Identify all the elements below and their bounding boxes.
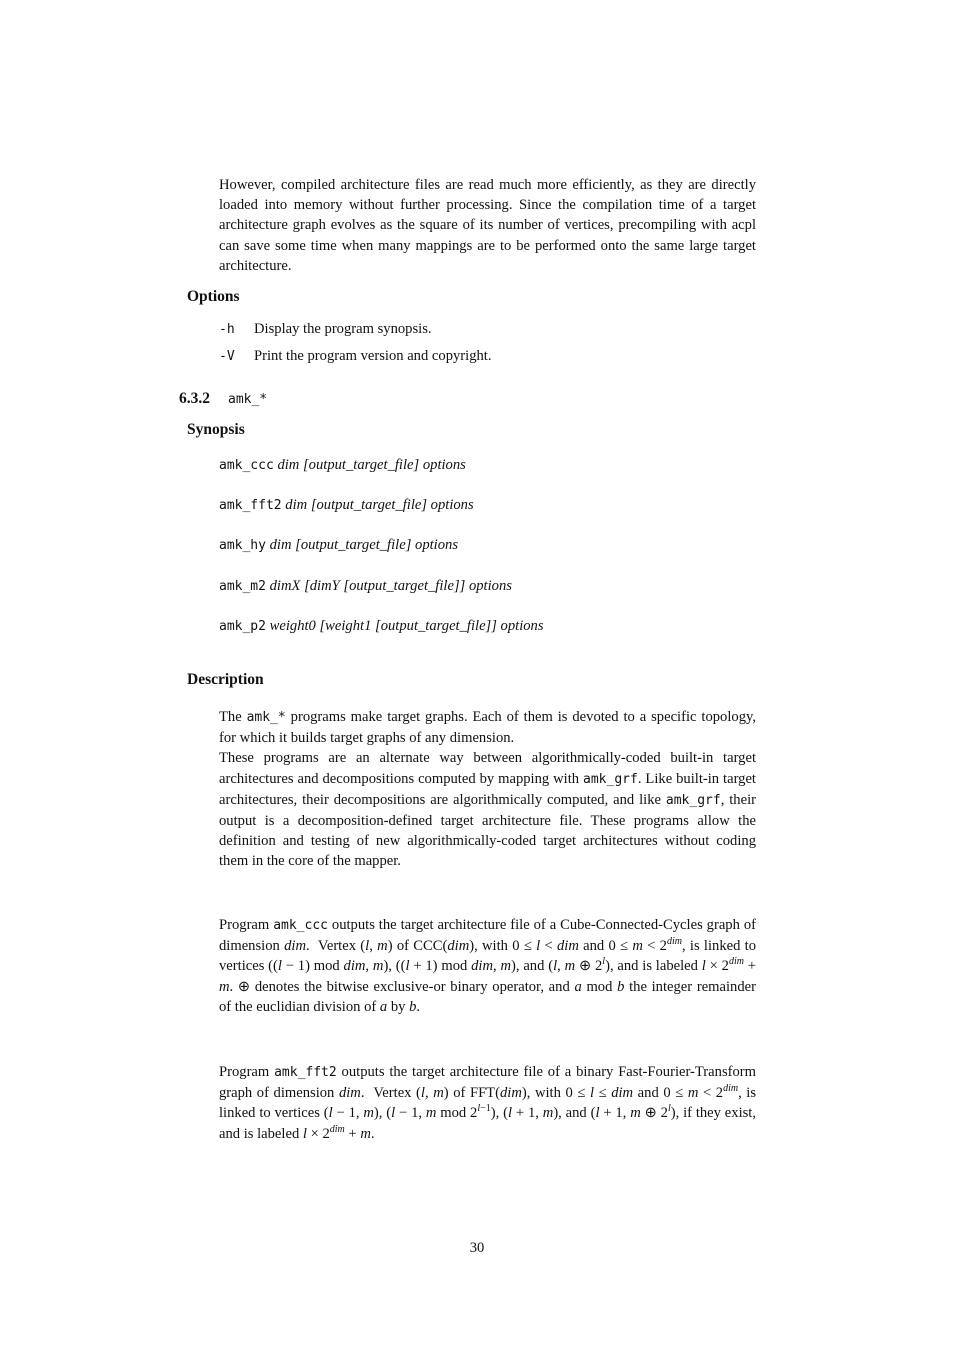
text: outputs the target architecture file of a Cube-Connected-Cycles graph of dimension bbox=[219, 917, 756, 955]
synopsis-cmd: amk_hy bbox=[219, 538, 266, 553]
description-paragraph-ccc: Program amk_ccc outputs the target architecture file of a Cube-Connected-Cycles graph of dimension dim. Vertex (l, m) of CCC(dim), with 0 ≤ l < dim and $0 \le m < 2^{dim}$, is linked to vertices ((l − 1) mod dim, m), ((l + 1) mod dim, m), and (l, m ⊕ 2$^l$), and is labeled $l \times 2^{dim} + m$. ⊕ denotes the bitwise exclusive-or binary operator, and a mod b the integer remainder of the euclidian division of a by b. bbox=[219, 917, 757, 1015]
synopsis-args: weight0 [weight1 [output_target_file]] options bbox=[269, 618, 544, 634]
section-title: amk_* bbox=[228, 392, 268, 407]
section-heading bbox=[179, 390, 267, 408]
synopsis-cmd: amk_p2 bbox=[219, 619, 266, 634]
synopsis-args: dimX [dimY [output_target_file]] options bbox=[269, 578, 512, 594]
synopsis-args: dim [output_target_file] options bbox=[269, 537, 458, 553]
synopsis-line bbox=[219, 457, 466, 474]
synopsis-heading: Synopsis bbox=[187, 421, 245, 438]
section-number: 6.3.2 bbox=[179, 390, 210, 407]
code: amk_grf bbox=[583, 771, 638, 787]
code: amk_grf bbox=[665, 792, 721, 808]
code: amk_* bbox=[246, 710, 286, 725]
option-h bbox=[219, 321, 432, 338]
text: Program bbox=[219, 917, 274, 933]
synopsis-cmd: amk_m2 bbox=[219, 579, 266, 594]
text: , their output is a decomposition-defined target architecture file. These programs allow the definition and testing of new algorithmically-coded target architectures without coding them in the core of the mapper. bbox=[219, 791, 756, 870]
code: amk_fft2 bbox=[274, 1065, 337, 1080]
description-paragraph-1 bbox=[219, 707, 756, 872]
options-heading: Options bbox=[187, 288, 240, 305]
text: These programs are an alternate way between algorithmically-coded built-in target architectures and decompositions computed by mapping with bbox=[219, 750, 756, 787]
description-heading: Description bbox=[187, 671, 264, 688]
page-number: 30 bbox=[469, 1240, 485, 1256]
intro-text: However, compiled architecture files are read much more efficiently, as they are directly loaded into memory without further processing. Since the compilation time of a target architecture graph evolves as the square of its number of vertices, precompiling with acpl can save some time when many mappings are to be performed onto the same large target architecture. bbox=[219, 177, 756, 274]
synopsis-cmd: amk_fft2 bbox=[219, 498, 282, 513]
text: Program bbox=[219, 1064, 275, 1080]
code: amk_ccc bbox=[273, 918, 328, 933]
intro-paragraph bbox=[219, 175, 756, 276]
description-paragraph-fft: Program amk_fft2 outputs the target architecture file of a binary Fast-Fourier-Transform graph of dimension dim. Vertex (l, m) of FFT(dim), with 0 ≤ l ≤ dim and $0 \le m < 2^{dim}$, is linked to vertices (l − 1, m), (l − 1, m mod $2^{l-1}$), (l + 1, m), and (l + 1, m ⊕ 2$^l$), if they exist, and is labeled $l \times 2^{dim} + m$. bbox=[219, 1064, 757, 1142]
text: programs make target graphs. Each of them is devoted to a specific topology, for which it builds target graphs of any dimension. bbox=[219, 709, 756, 747]
option-v bbox=[219, 348, 492, 365]
option-text: Print the program version and copyright. bbox=[254, 348, 492, 364]
text: outputs the target architecture file of a binary Fast-Fourier-Transform graph of dimension bbox=[219, 1064, 756, 1102]
synopsis-line bbox=[219, 618, 544, 635]
synopsis-args: dim [output_target_file] options bbox=[277, 457, 466, 473]
text: The bbox=[219, 709, 247, 725]
option-flag: -V bbox=[219, 349, 235, 364]
synopsis-line bbox=[219, 497, 474, 514]
text: . Like built-in target architectures, their decompositions are algorithmically computed, and like bbox=[219, 770, 756, 808]
synopsis-line bbox=[219, 537, 458, 554]
synopsis-args: dim [output_target_file] options bbox=[285, 497, 474, 513]
option-text: Display the program synopsis. bbox=[254, 321, 432, 337]
synopsis-cmd: amk_ccc bbox=[219, 458, 274, 473]
synopsis-line bbox=[219, 578, 512, 595]
option-flag: -h bbox=[219, 322, 235, 337]
